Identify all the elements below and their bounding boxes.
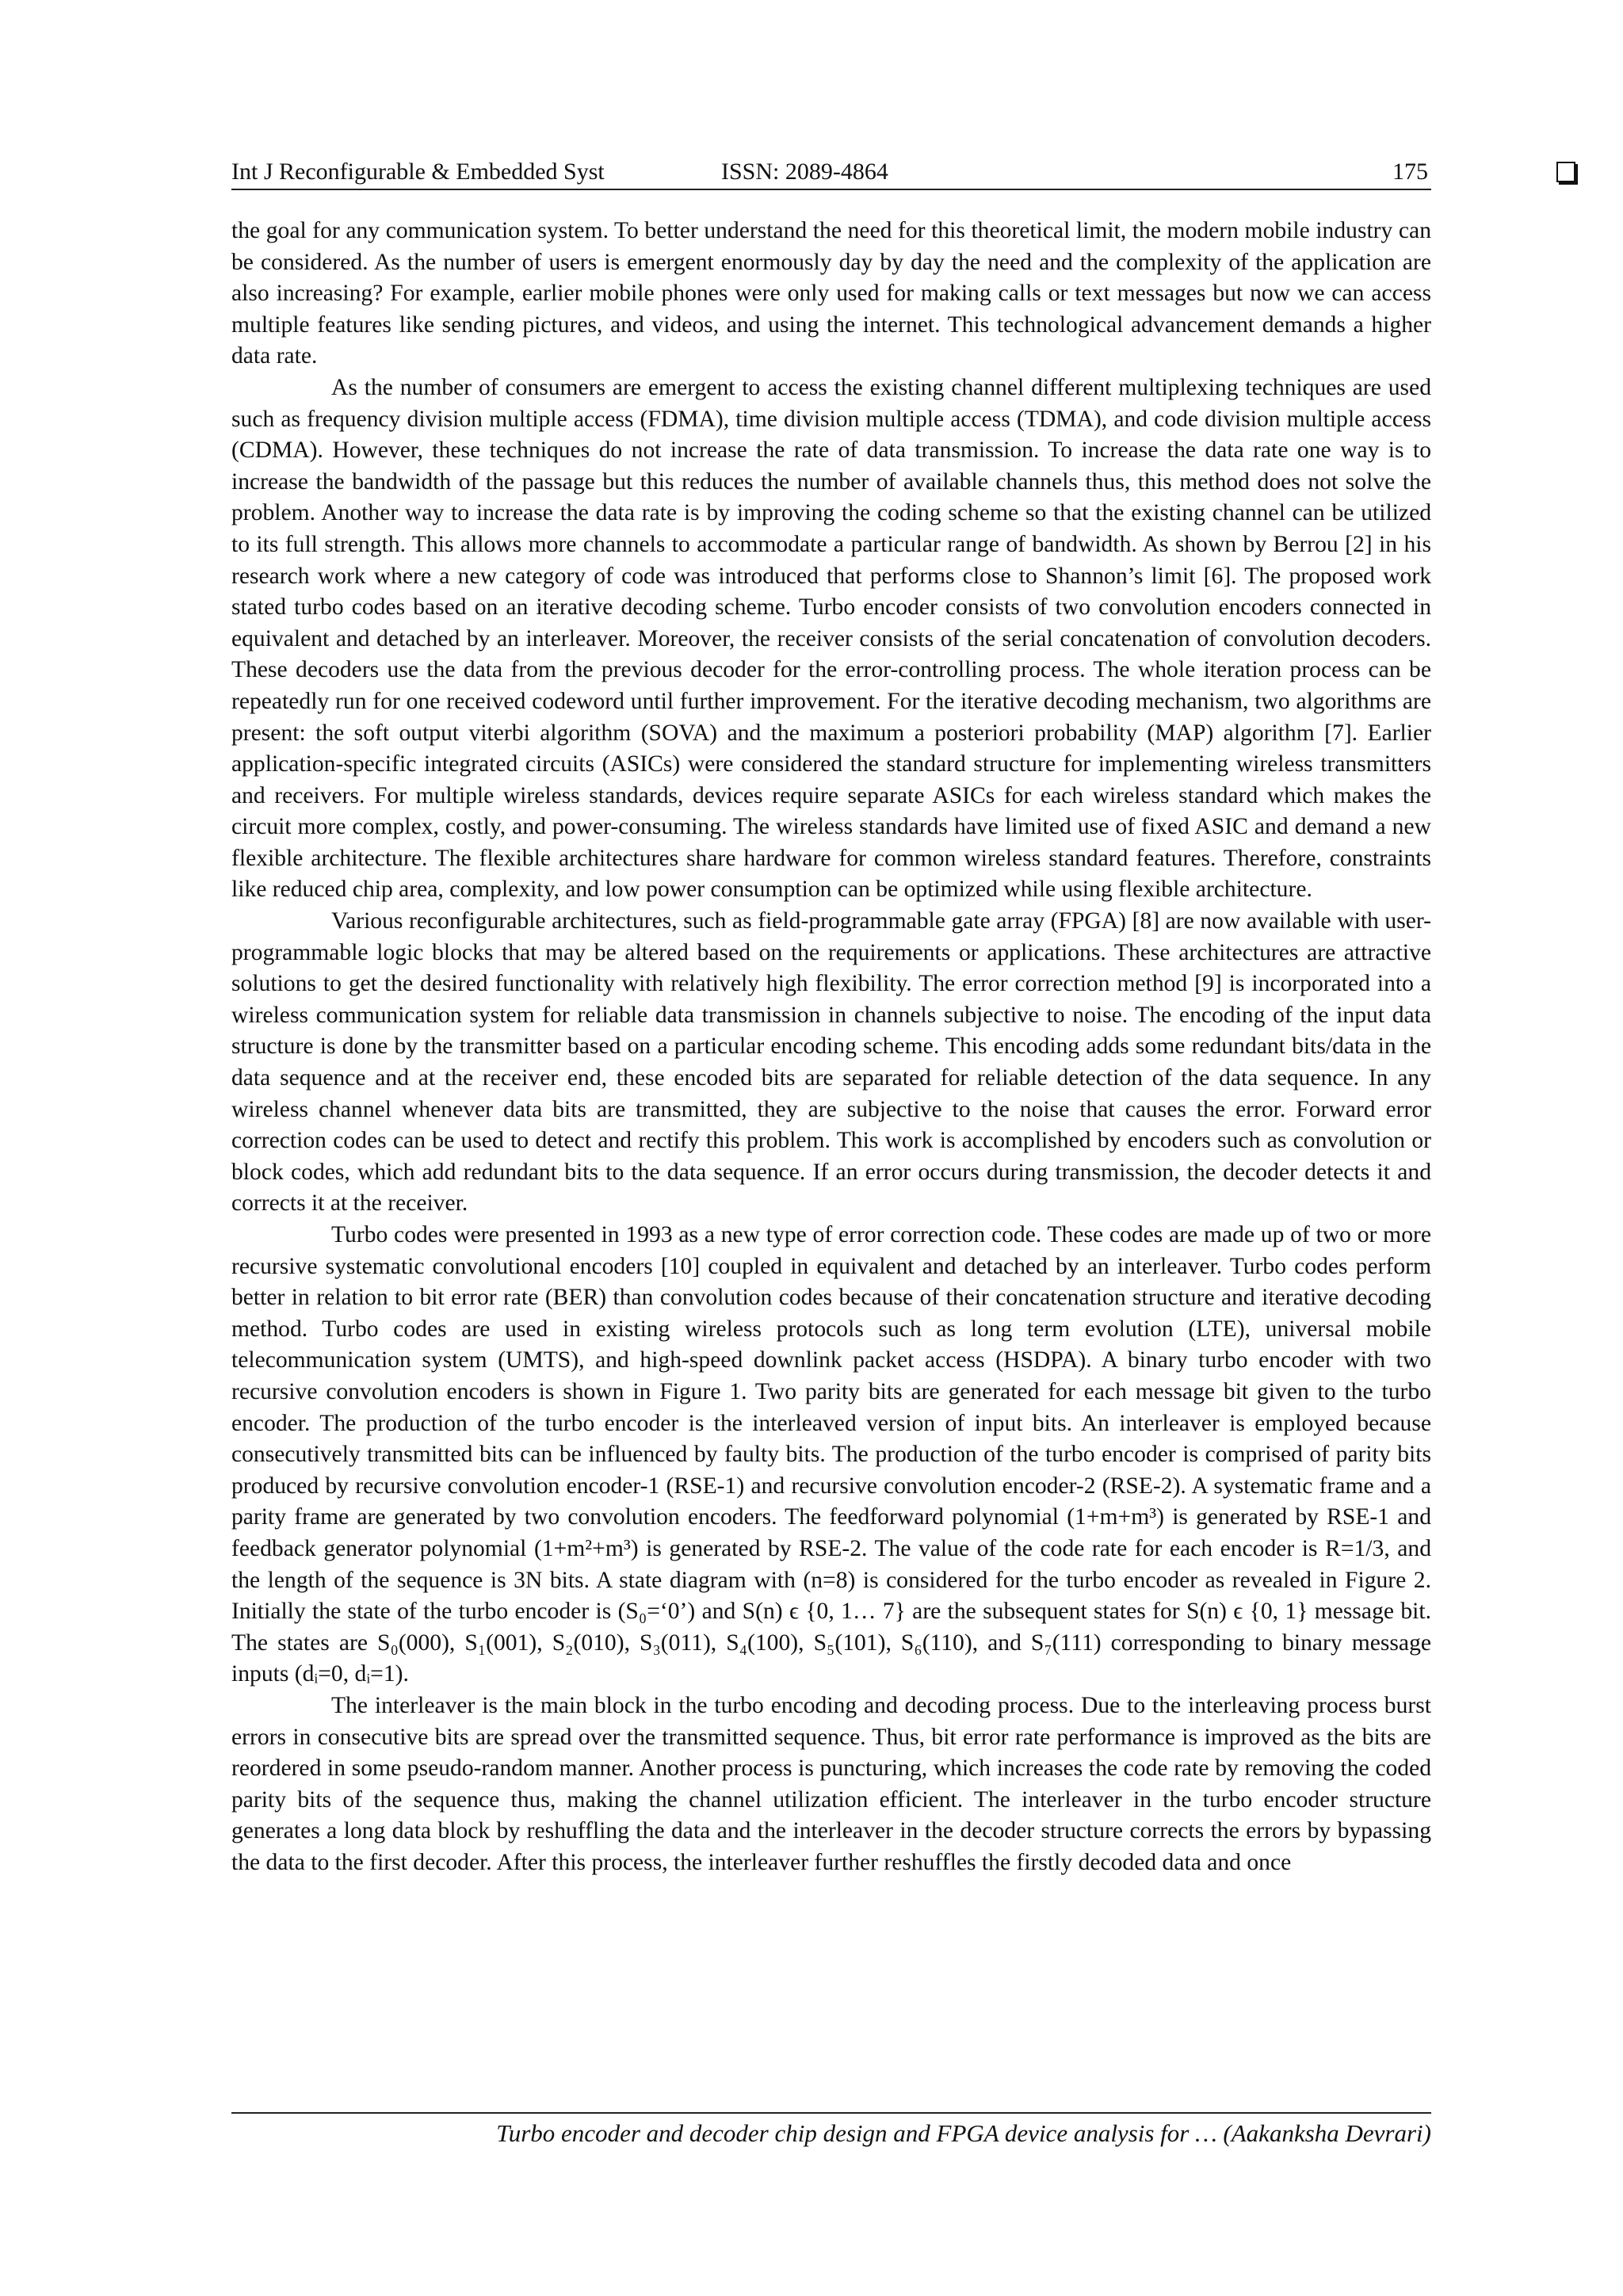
running-title: Turbo encoder and decoder chip design and FPGA device analysis for … (Aakanksha Devrari) (496, 2119, 1431, 2147)
issn: ISSN: 2089-4864 (721, 159, 888, 185)
journal-name: Int J Reconfigurable & Embedded Syst (231, 159, 605, 185)
checkbox-square-icon (1556, 162, 1575, 182)
paragraph: As the number of consumers are emergent to access the existing channel different multiplexing techniques are used such as frequency division multiple access (FDMA), time division multiple access (TDMA), and code division multiple access (CDMA). However, these techniques do not increase the rate of data transmission. To increase the data rate one way is to increase the bandwidth of the passage but this reduces the number of available channels thus, this method does not solve the problem. Another way to increase the data rate is by improving the coding scheme so that the existing channel can be utilized to its full strength. This allows more channels to accommodate a particular range of bandwidth. As shown by Berrou [2] in his research work where a new category of code was introduced that performs close to Shannon’s limit [6]. The proposed work stated turbo codes based on an iterative decoding scheme. Turbo encoder consists of two convolution encoders connected in equivalent and detached by an interleaver. Moreover, the receiver consists of the serial concatenation of convolution decoders. These decoders use the data from the previous decoder for the error-controlling process. The whole iteration process can be repeatedly run for one received codeword until further improvement. For the iterative decoding mechanism, two algorithms are present: the soft output viterbi algorithm (SOVA) and the maximum a posteriori probability (MAP) algorithm [7]. Earlier application-specific integrated circuits (ASICs) were considered the standard structure for implementing wireless transmitters and receivers. For multiple wireless standards, devices require separate ASICs for each wireless standard which makes the circuit more complex, costly, and power-consuming. The wireless standards have limited use of fixed ASIC and demand a new flexible architecture. The flexible architectures share hardware for common wireless standard features. Therefore, constraints like reduced chip area, complexity, and low power consumption can be optimized while using flexible architecture. (231, 374, 1431, 903)
paragraph: the goal for any communication system. To better understand the need for this theoretical limit, the modern mobile industry can be considered. As the number of users is emergent enormously day by day the need and the complexity of the application are also increasing? For example, earlier mobile phones were only used for making calls or text messages but now we can access multiple features like sending pictures, and videos, and using the internet. This technological advancement demands a higher data rate. (231, 218, 1431, 369)
paragraph: Turbo codes were presented in 1993 as a new type of error correction code. These codes are made up of two or more recursive systematic convolutional encoders [10] coupled in equivalent and detached by an interleaver. Turbo codes perform better in relation to bit error rate (BER) than convolution codes because of their concatenation structure and iterative decoding method. Turbo codes are used in existing wireless protocols such as long term evolution (LTE), universal mobile telecommunication system (UMTS), and high-speed downlink packet access (HSDPA). A binary turbo encoder with two recursive convolution encoders is shown in Figure 1. Two parity bits are generated for each message bit given to the turbo encoder. The production of the turbo encoder is the interleaved version of input bits. An interleaver is employed because consecutively transmitted bits can be influenced by faulty bits. The production of the turbo encoder is comprised of parity bits produced by recursive convolution encoder-1 (RSE-1) and recursive convolution encoder-2 (RSE-2). A systematic frame and a parity frame are generated by two convolution encoders. The feedforward polynomial (1+m+m³) is generated by RSE-1 and feedback generator polynomial (1+m²+m³) is generated by RSE-2. The value of the code rate for each encoder is R=1/3, and the length of the sequence is 3N bits. A state diagram with (n=8) is considered for the turbo encoder as revealed in Figure 2. Initially the state of the turbo encoder is (S₀=‘0’) and S(n) ϵ {0, 1… 7} are the subsequent states for S(n) ϵ {0, 1} message bit. The states are S₀(000), S₁(001), S₂(010), S₃(011), S₄(100), S₅(101), S₆(110), and S₇(111) corresponding to binary message inputs (dᵢ=0, dᵢ=1). (231, 1222, 1431, 1687)
paragraph: Various reconfigurable architectures, such as field-programmable gate array (FPGA) [8] are now available with user-programmable logic blocks that may be altered based on the requirements or applications. These architectures are attractive solutions to get the desired functionality with relatively high flexibility. The error correction method [9] is incorporated into a wireless communication system for reliable data transmission in channels subjective to noise. The encoding of the input data structure is done by the transmitter based on a particular encoding scheme. This encoding adds some redundant bits/data in the data sequence and at the receiver end, these encoded bits are separated for reliable detection of the data sequence. In any wireless channel whenever data bits are transmitted, they are subjective to the noise that causes the error. Forward error correction codes can be used to detect and rectify this problem. This work is accomplished by encoders such as convolution or block codes, which add redundant bits to the data sequence. If an error occurs during transmission, the decoder detects it and corrects it at the receiver. (231, 908, 1431, 1217)
footer-divider (231, 2112, 1431, 2114)
body-text (231, 216, 1431, 1878)
paragraph: The interleaver is the main block in the turbo encoding and decoding process. Due to the interleaving process burst errors in consecutive bits are spread over the transmitted sequence. Thus, bit error rate performance is improved as the bits are reordered in some pseudo-random manner. Another process is puncturing, which increases the code rate by removing the coded parity bits of the sequence thus, making the channel utilization efficient. The interleaver in the turbo encoder structure generates a long data block by reshuffling the data and the interleaver in the decoder structure corrects the errors by bypassing the data to the first decoder. After this process, the interleaver further reshuffles the firstly decoded data and once (231, 1692, 1431, 1875)
page-header (231, 155, 1431, 190)
page-number: 175 (1392, 159, 1428, 185)
